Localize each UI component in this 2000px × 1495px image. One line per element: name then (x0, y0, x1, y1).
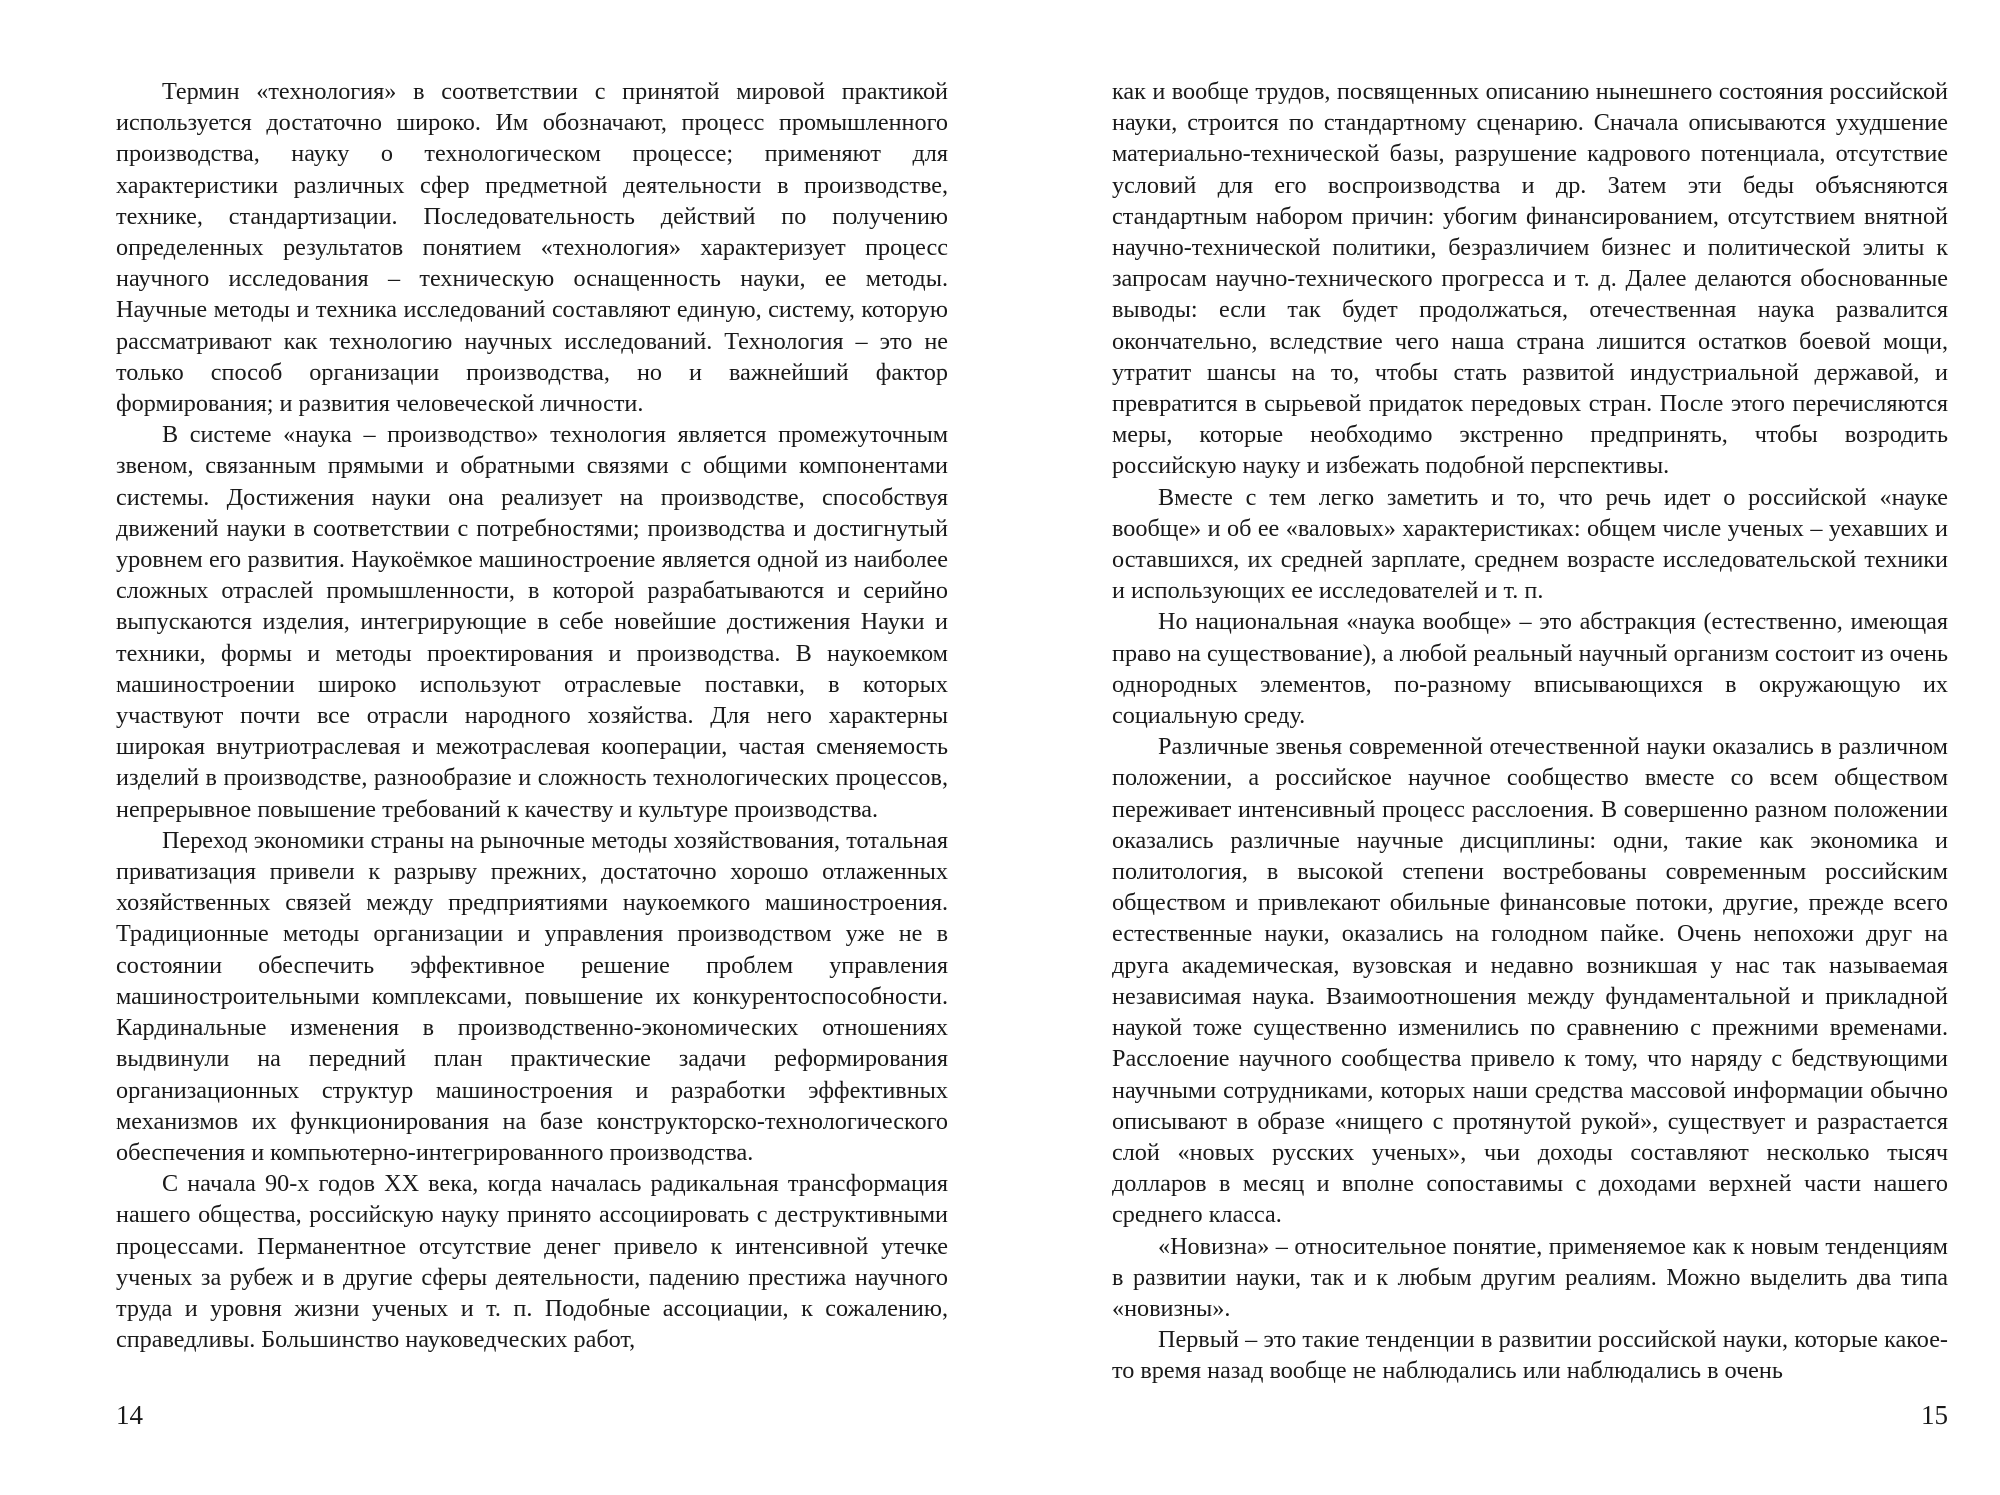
right-page (1000, 0, 2000, 1495)
paragraph: Переход экономики страны на рыночные методы хозяйствования, тотальная приватизация привели к разрыву прежних, достаточно хорошо отлаженных хозяйственных связей между предприятиями наукоемкого машиностроения. Традиционные методы организации и управления производством уже не в состоянии обеспечить эффективное решение проблем управления машиностроительными комплексами, повышение их конкурентоспособности. Кардинальные изменения в производственно-экономических отношениях выдвинули на передний план практические задачи реформирования организационных структур машиностроения и разработки эффективных механизмов их функционирования на базе конструкторско-технологического обеспечения и компьютерно-интегрированного производства. (116, 826, 948, 1166)
right-page-text (1112, 76, 1948, 1387)
paragraph: Различные звенья современной отечественной науки оказались в различном положении, а российское научное сообщество вместе со всем обществом переживает интенсивный процесс расслоения. В совершенно разном положении оказались различные научные дисциплины: одни, такие как экономика и политология, в высокой степени востребованы современным российским обществом и привлекают обильные финансовые потоки, другие, прежде всего естественные науки, оказались на голодном пайке. Очень непохожи друг на друга академическая, вузовская и недавно возникшая у нас так называемая независимая наука. Взаимоотношения между фундаментальной и прикладной наукой тоже существенно изменились по сравнению с прежними временами. Расслоение научного сообщества привело к тому, что наряду с бедствующими научными сотрудниками, которых наши средства массовой информации обычно описывают в образе «нищего с протянутой рукой», существует и разрастается слой «новых русских ученых», чьи доходы составляют несколько тысяч долларов в месяц и вполне сопоставимы с доходами верхней части нашего среднего класса. (1112, 733, 1948, 1229)
paragraph: Но национальная «наука вообще» – это абстракция (естественно, имеющая право на существование), а любой реальный научный организм состоит из очень однородных элементов, по-разному вписывающихся в окружающую их социальную среду. (1112, 608, 1948, 730)
paragraph-continued: как и вообще трудов, посвященных описанию нынешнего состояния российской науки, строится по стандартному сценарию. Сначала описываются ухудшение материально-технической базы, разрушение кадрового потенциала, отсутствие условий для его воспроизводства и др. Затем эти беды объясняются стандартным набором причин: убогим финансированием, отсутствием внятной научно-технической политики, безразличием бизнес и политической элиты к запросам научно-технического прогресса и т. д. Далее делаются обоснованные выводы: если так будет продолжаться, отечественная наука развалится окончательно, вследствие чего наша страна лишится остатков боевой мощи, утратит шансы на то, чтобы стать развитой индустриальной державой, и превратится в сырьевой придаток передовых стран. После этого перечисляются меры, которые необходимо экстренно предпринять, чтобы возродить российскую науку и избежать подобной перспективы. (1112, 78, 1948, 480)
left-page-text (116, 76, 948, 1355)
page-number-right: 15 (1921, 1400, 1948, 1430)
paragraph: Первый – это такие тенденции в развитии российской науки, которые какое-то время назад вообще не наблюдались или наблюдались в очень (1112, 1326, 1948, 1385)
page-number-left: 14 (116, 1400, 143, 1430)
paragraph: В системе «наука – производство» технология является промежуточным звеном, связанным прямыми и обратными связями с общими компонентами системы. Достижения науки она реализует на производстве, способствуя движений науки в соответствии с потребностями; производства и достигнутый уровнем его развития. Наукоёмкое машиностроение является одной из наиболее сложных отраслей промышленности, в которой разрабатываются и серийно выпускаются изделия, интегрирующие в себе новейшие достижения Науки и техники, формы и методы проектирования и производства. В наукоемком машиностроении широко используют отраслевые поставки, в которых участвуют почти все отрасли народного хозяйства. Для него характерны широкая внутриотраслевая и межотраслевая кооперации, частая сменяемость изделий в производстве, разнообразие и сложность технологических процессов, непрерывное повышение требований к качеству и культуре производства. (116, 421, 948, 823)
paragraph: «Новизна» – относительное понятие, применяемое как к новым тенденциям в развитии науки, так и к любым другим реалиям. Можно выделить два типа «новизны». (1112, 1232, 1948, 1322)
paragraph: Термин «технология» в соответствии с принятой мировой практикой используется достаточно широко. Им обозначают, процесс промышленного производства, науку о технологическом процессе; применяют для характеристики различных сфер предметной деятельности в производстве, технике, стандартизации. Последовательность действий по получению определенных результатов понятием «технология» характеризует процесс научного исследования – техническую оснащенность науки, ее методы. Научные методы и техника исследований составляют единую, систему, которую рассматривают как технологию научных исследований. Технология – это не только способ организации производства, но и важнейший фактор формирования; и развития человеческой личности. (116, 78, 948, 418)
paragraph: С начала 90-х годов XX века, когда началась радикальная трансформация нашего общества, российскую науку принято ассоциировать с деструктивными процессами. Перманентное отсутствие денег привело к интенсивной утечке ученых за рубеж и в другие сферы деятельности, падению престижа научного труда и уровня жизни ученых и т. п. Подобные ассоциации, к сожалению, справедливы. Большинство науковедческих работ, (116, 1170, 948, 1354)
paragraph: Вместе с тем легко заметить и то, что речь идет о российской «науке вообще» и об ее «валовых» характеристиках: общем числе ученых – уехавших и оставшихся, их средней зарплате, среднем возрасте исследовательской техники и использующих ее исследователей и т. п. (1112, 483, 1948, 605)
